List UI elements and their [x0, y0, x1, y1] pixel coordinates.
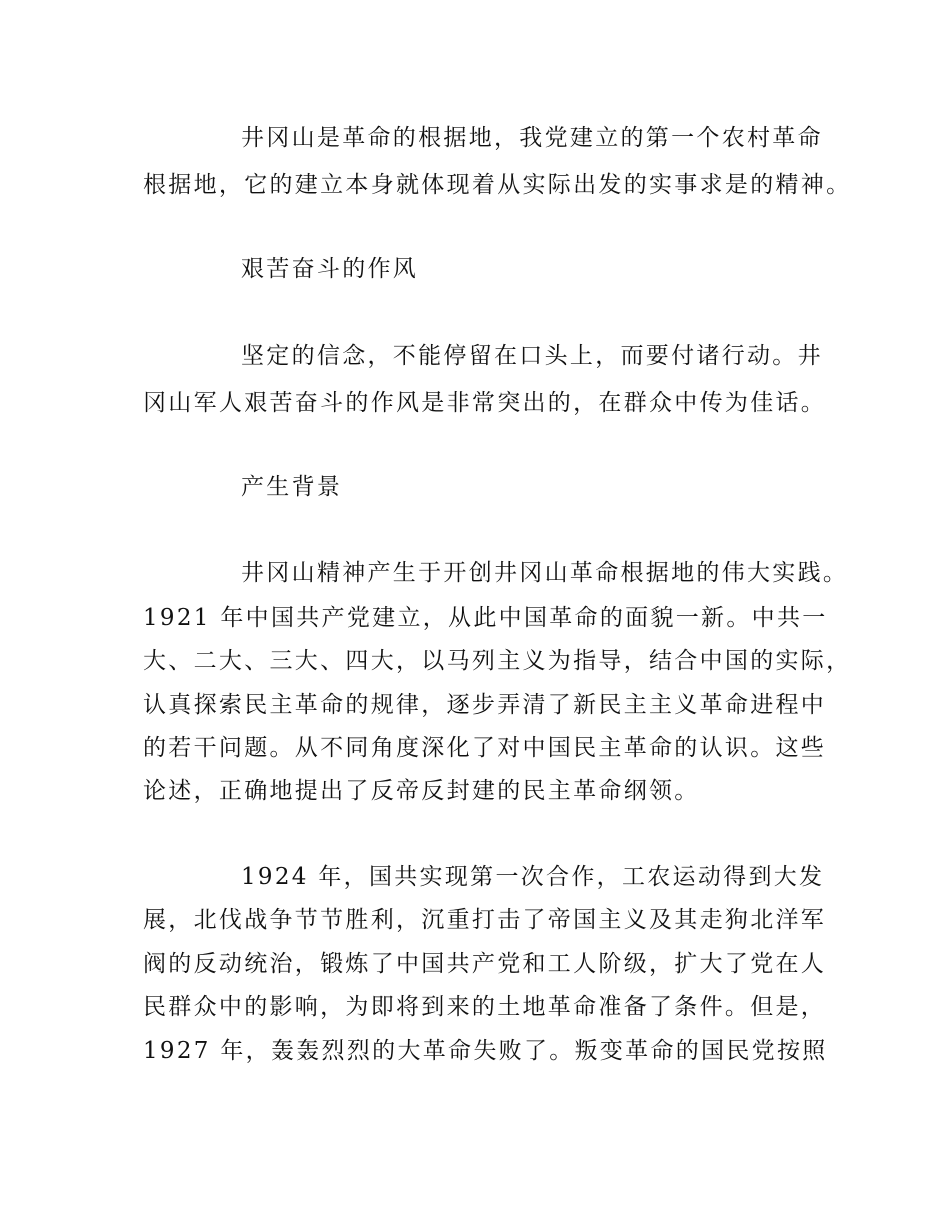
paragraph-3-line-5: 的若干问题。从不同角度深化了对中国民主革命的认识。这些 [143, 735, 827, 761]
paragraph-3-line-1: 井冈山精神产生于开创井冈山革命根据地的伟大实践。 [241, 560, 849, 586]
paragraph-4-line-4: 民群众中的影响，为即将到来的土地革命准备了条件。但是， [143, 994, 827, 1020]
section-heading-background: 产生背景 [241, 474, 343, 500]
paragraph-4-line-5: 1927 年，轰轰烈烈的大革命失败了。叛变革命的国民党按照 [143, 1038, 828, 1064]
section-heading-hardwork: 艰苦奋斗的作风 [241, 256, 419, 282]
paragraph-3-line-2: 1921 年中国共产党建立，从此中国革命的面貌一新。中共一 [143, 605, 828, 631]
paragraph-4-line-2: 展，北伐战争节节胜利，沉重打击了帝国主义及其走狗北洋军 [143, 907, 827, 933]
paragraph-1-line-2: 根据地，它的建立本身就体现着从实际出发的实事求是的精神。 [143, 172, 852, 198]
paragraph-2-line-1: 坚定的信念，不能停留在口头上，而要付诸行动。井 [241, 343, 823, 369]
paragraph-3-line-4: 认真探索民主革命的规律，逐步弄清了新民主主义革命进程中 [143, 692, 827, 718]
paragraph-1-line-1: 井冈山是革命的根据地，我党建立的第一个农村革命 [241, 125, 823, 151]
paragraph-4-line-3: 阀的反动统治，锻炼了中国共产党和工人阶级，扩大了党在人 [143, 951, 827, 977]
paragraph-3-line-6: 论述，正确地提出了反帝反封建的民主革命纲领。 [143, 778, 700, 804]
paragraph-3-line-3: 大、二大、三大、四大，以马列主义为指导，结合中国的实际， [143, 648, 852, 674]
paragraph-4-line-1: 1924 年，国共实现第一次合作，工农运动得到大发 [241, 864, 825, 890]
paragraph-2-line-2: 冈山军人艰苦奋斗的作风是非常突出的，在群众中传为佳话。 [143, 390, 827, 416]
